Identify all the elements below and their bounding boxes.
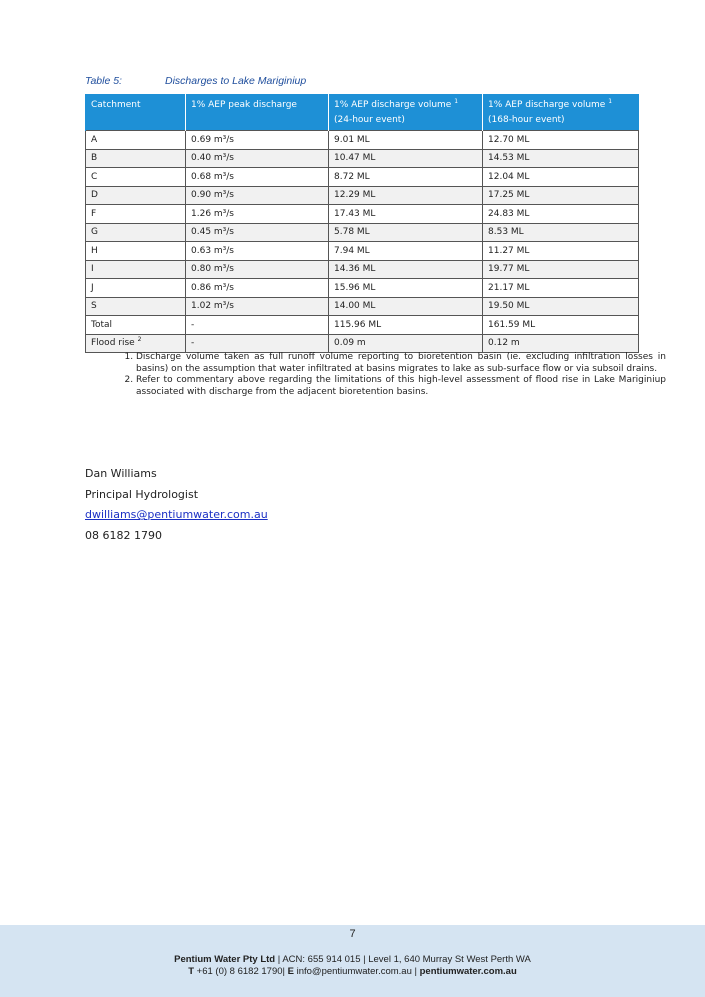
catchment-cell: S <box>86 297 186 316</box>
peak-discharge-cell: 0.45 m³/s <box>186 223 329 242</box>
table-row <box>86 297 639 316</box>
signatory-title: Principal Hydrologist <box>85 487 199 501</box>
catchment-cell: A <box>86 131 186 150</box>
volume-168h-cell: 24.83 ML <box>483 205 639 224</box>
table-title: Discharges to Lake Mariginiup <box>165 75 307 87</box>
catchment-cell: H <box>86 242 186 261</box>
peak-discharge-cell: 1.26 m³/s <box>186 205 329 224</box>
page-footer <box>0 925 705 997</box>
volume-24h-cell: 14.00 ML <box>329 297 483 316</box>
header-catchment: Catchment <box>86 94 186 131</box>
peak-discharge-cell: 1.02 m³/s <box>186 297 329 316</box>
peak-discharge-cell: 0.80 m³/s <box>186 260 329 279</box>
table-row <box>86 205 639 224</box>
catchment-cell: Flood rise $^2$ <box>86 334 186 353</box>
table-row <box>86 186 639 205</box>
volume-168h-cell: 19.77 ML <box>483 260 639 279</box>
peak-discharge-cell: 0.90 m³/s <box>186 186 329 205</box>
volume-168h-cell: 14.53 ML <box>483 149 639 168</box>
peak-discharge-cell: - <box>186 334 329 353</box>
volume-168h-cell: 11.27 ML <box>483 242 639 261</box>
catchment-cell: J <box>86 279 186 298</box>
volume-168h-cell: 8.53 ML <box>483 223 639 242</box>
peak-discharge-cell: 0.86 m³/s <box>186 279 329 298</box>
note-item: 2. Refer to commentary above regarding the limitations of this high-level assessment of flood rise in Lake Mariginiup associated with discharge from the adjacent bioretention basins. <box>136 375 666 398</box>
table-row <box>86 316 639 335</box>
table-row <box>86 334 639 353</box>
peak-discharge-cell: 0.63 m³/s <box>186 242 329 261</box>
volume-24h-cell: 0.09 m <box>329 334 483 353</box>
footer-contact-line <box>0 966 705 977</box>
volume-24h-cell: 8.72 ML <box>329 168 483 187</box>
peak-discharge-cell: - <box>186 316 329 335</box>
signatory-name: Dan Williams <box>85 467 157 480</box>
signatory-email-link[interactable]: dwilliams@pentiumwater.com.au <box>85 508 268 522</box>
volume-168h-cell: 0.12 m <box>483 334 639 353</box>
table-row <box>86 149 639 168</box>
footer-company-details: | ACN: 655 914 015 | Level 1, 640 Murray St West Perth WA <box>275 954 531 965</box>
volume-168h-cell: 12.04 ML <box>483 168 639 187</box>
header-volume-168h: 1% AEP discharge volume $^1$ (168-hour event) <box>483 94 639 131</box>
catchment-cell: B <box>86 149 186 168</box>
footer-website[interactable]: pentiumwater.com.au <box>419 966 517 977</box>
catchment-cell: Total <box>86 316 186 335</box>
signature-block <box>85 466 268 549</box>
catchment-cell: G <box>86 223 186 242</box>
volume-24h-cell: 10.47 ML <box>329 149 483 168</box>
volume-24h-cell: 17.43 ML <box>329 205 483 224</box>
header-volume-24h: 1% AEP discharge volume $^1$ (24-hour event) <box>329 94 483 131</box>
volume-168h-cell: 17.25 ML <box>483 186 639 205</box>
footer-phone-label: T <box>188 966 195 977</box>
volume-24h-cell: 115.96 ML <box>329 316 483 335</box>
table-row <box>86 168 639 187</box>
footer-company-line <box>0 954 705 965</box>
page-number: 7 <box>349 928 356 940</box>
header-peak-discharge: 1% AEP peak discharge <box>186 94 329 131</box>
footer-email: info@pentiumwater.com.au | <box>293 966 420 977</box>
volume-24h-cell: 5.78 ML <box>329 223 483 242</box>
table-notes <box>108 352 666 398</box>
table-row <box>86 242 639 261</box>
table-number: Table 5: <box>85 75 122 87</box>
catchment-cell: I <box>86 260 186 279</box>
peak-discharge-cell: 0.40 m³/s <box>186 149 329 168</box>
table-row <box>86 260 639 279</box>
footer-phone: +61 (0) 8 6182 1790| <box>194 966 288 977</box>
volume-24h-cell: 15.96 ML <box>329 279 483 298</box>
volume-24h-cell: 14.36 ML <box>329 260 483 279</box>
catchment-cell: C <box>86 168 186 187</box>
volume-24h-cell: 12.29 ML <box>329 186 483 205</box>
volume-168h-cell: 12.70 ML <box>483 131 639 150</box>
peak-discharge-cell: 0.68 m³/s <box>186 168 329 187</box>
discharges-table <box>85 94 639 353</box>
table-row <box>86 223 639 242</box>
note-item: 1. Discharge volume taken as full runoff volume reporting to bioretention basin (ie. excluding infiltration losses in basins) on the assumption that water infiltrated at basins migrates to lake as sub-surface flow or via subsoil drains. <box>136 352 666 375</box>
peak-discharge-cell: 0.69 m³/s <box>186 131 329 150</box>
catchment-cell: F <box>86 205 186 224</box>
volume-24h-cell: 9.01 ML <box>329 131 483 150</box>
volume-168h-cell: 19.50 ML <box>483 297 639 316</box>
volume-24h-cell: 7.94 ML <box>329 242 483 261</box>
table-header-row <box>86 94 639 131</box>
volume-168h-cell: 21.17 ML <box>483 279 639 298</box>
signatory-phone: 08 6182 1790 <box>85 529 162 543</box>
catchment-cell: D <box>86 186 186 205</box>
volume-168h-cell: 161.59 ML <box>483 316 639 335</box>
footer-company-name: Pentium Water Pty Ltd <box>174 954 276 965</box>
table-caption <box>85 75 306 87</box>
footer-email-label: E <box>287 966 294 977</box>
table-row <box>86 131 639 150</box>
table-row <box>86 279 639 298</box>
